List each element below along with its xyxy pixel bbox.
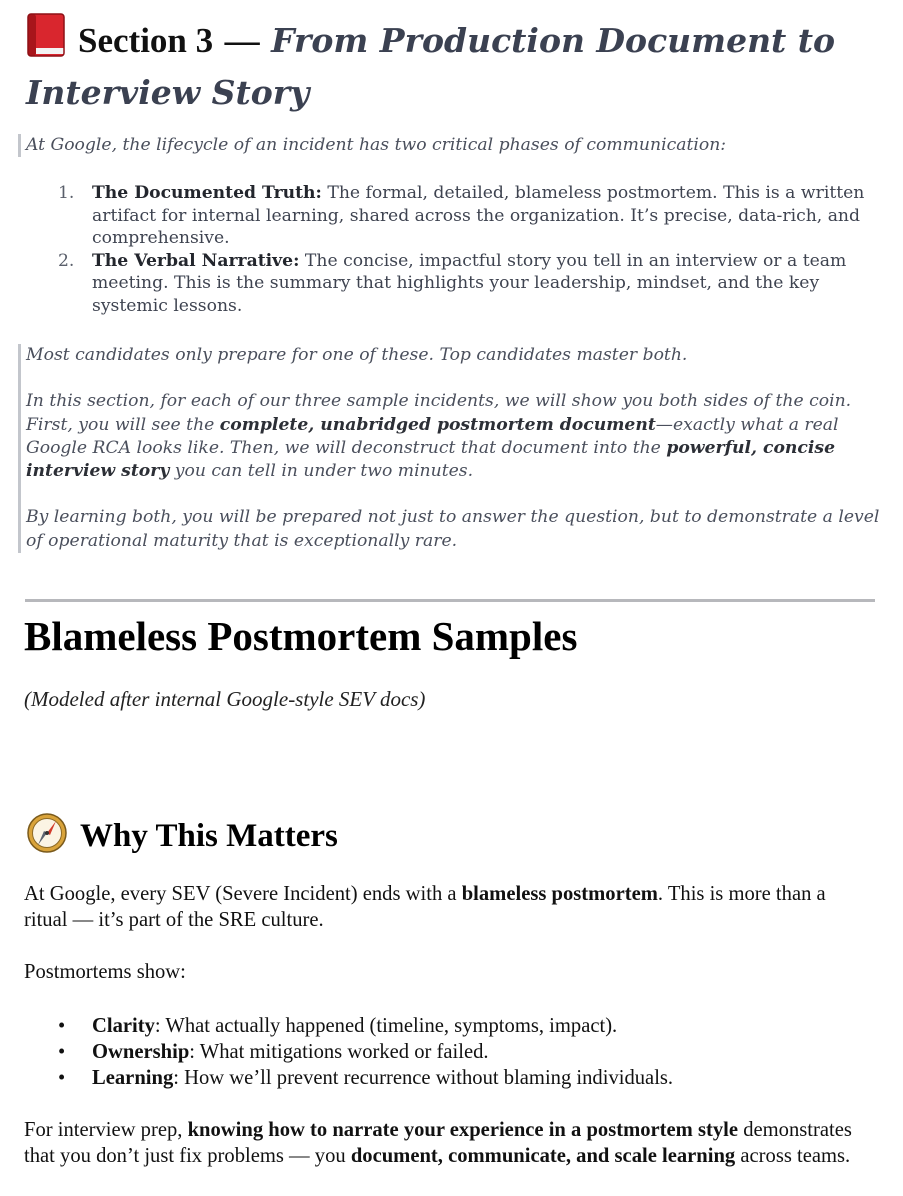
phase-item [58, 250, 868, 318]
callout-quote [18, 344, 881, 553]
main-subtitle: (Modeled after internal Google-style SEV docs) [24, 687, 426, 711]
callout-text: In this section, for each of our three sample incidents, we will show you both sides of the coin. First, you will see the [26, 391, 852, 435]
phase-number: 1. [58, 183, 75, 203]
why-para1 [24, 881, 874, 933]
phase-label: The Verbal Narrative: [92, 250, 300, 271]
callout-bold: powerful, concise interview story [26, 437, 836, 482]
phase-label: The Documented Truth: [92, 183, 322, 203]
callout-text: —exactly what a real Google RCA looks like. Then, we will deconstruct that document into the [26, 414, 839, 458]
intro-text: At Google, the lifecycle of an incident has two critical phases of communication: [26, 135, 727, 155]
why-text: demonstrates that you don’t just fix problems — you [24, 1119, 852, 1167]
phase-text: The formal, detailed, blameless postmortem. This is a written artifact for internal learning, shared across the organization. It’s precise, data-rich, and comprehensive. [92, 183, 865, 248]
compass-icon [26, 812, 68, 866]
callout-text: you can tell in under two minutes. [174, 461, 474, 482]
section-title [26, 12, 886, 116]
phases-list [58, 182, 868, 317]
bullet-label: Learning [92, 1067, 174, 1089]
why-para3 [24, 1117, 874, 1169]
phase-item [58, 182, 868, 250]
why-bold: blameless postmortem [461, 883, 658, 905]
bullet-label: Clarity [92, 1015, 155, 1037]
callout-line1: Most candidates only prepare for one of these. Top candidates master both. [26, 345, 688, 365]
callout-bold: complete, unabridged postmortem document [219, 414, 656, 435]
callout-para2 [26, 390, 881, 483]
red-book-icon [26, 12, 68, 70]
bullet-item [58, 1013, 673, 1039]
why-text: . This is more than a ritual — it’s part of the SRE culture. [24, 883, 826, 931]
bullet-text: : How we’ll prevent recurrence without blaming individuals. [173, 1067, 674, 1089]
phase-number: 2. [58, 250, 75, 271]
section-prefix: Section 3 [78, 21, 214, 60]
why-text: At Google, every SEV (Severe Incident) ends with a [24, 883, 457, 905]
why-text: For interview prep, [24, 1119, 183, 1141]
bullet-label: Ownership [92, 1041, 190, 1063]
why-bold: document, communicate, and scale learning [350, 1145, 736, 1167]
bullet-item [58, 1039, 673, 1065]
bullet-text: : What mitigations worked or failed. [189, 1041, 489, 1063]
intro-quote [18, 134, 856, 157]
divider [25, 599, 875, 602]
title-dash: — [224, 21, 260, 60]
bullet-item [58, 1065, 673, 1091]
why-text: across teams. [740, 1145, 851, 1167]
why-bullets [58, 1013, 673, 1091]
main-title: Blameless Postmortem Samples [24, 613, 578, 659]
callout-para3: By learning both, you will be prepared not just to answer the question, but to demonstrate a level of operational maturity that is exceptionally rare. [26, 507, 880, 551]
why-heading [26, 812, 338, 866]
why-heading-text: Why This Matters [80, 818, 338, 854]
bullet-text: : What actually happened (timeline, symptoms, impact). [154, 1015, 618, 1037]
phase-text: The concise, impactful story you tell in an interview or a team meeting. This is the summary that highlights your leadership, mindset, and the key systemic lessons. [92, 250, 847, 316]
why-bold: knowing how to narrate your experience in a postmortem style [187, 1119, 739, 1141]
why-para2: Postmortems show: [24, 961, 186, 983]
section-title-text: From Production Document to Interview Story [26, 21, 836, 112]
